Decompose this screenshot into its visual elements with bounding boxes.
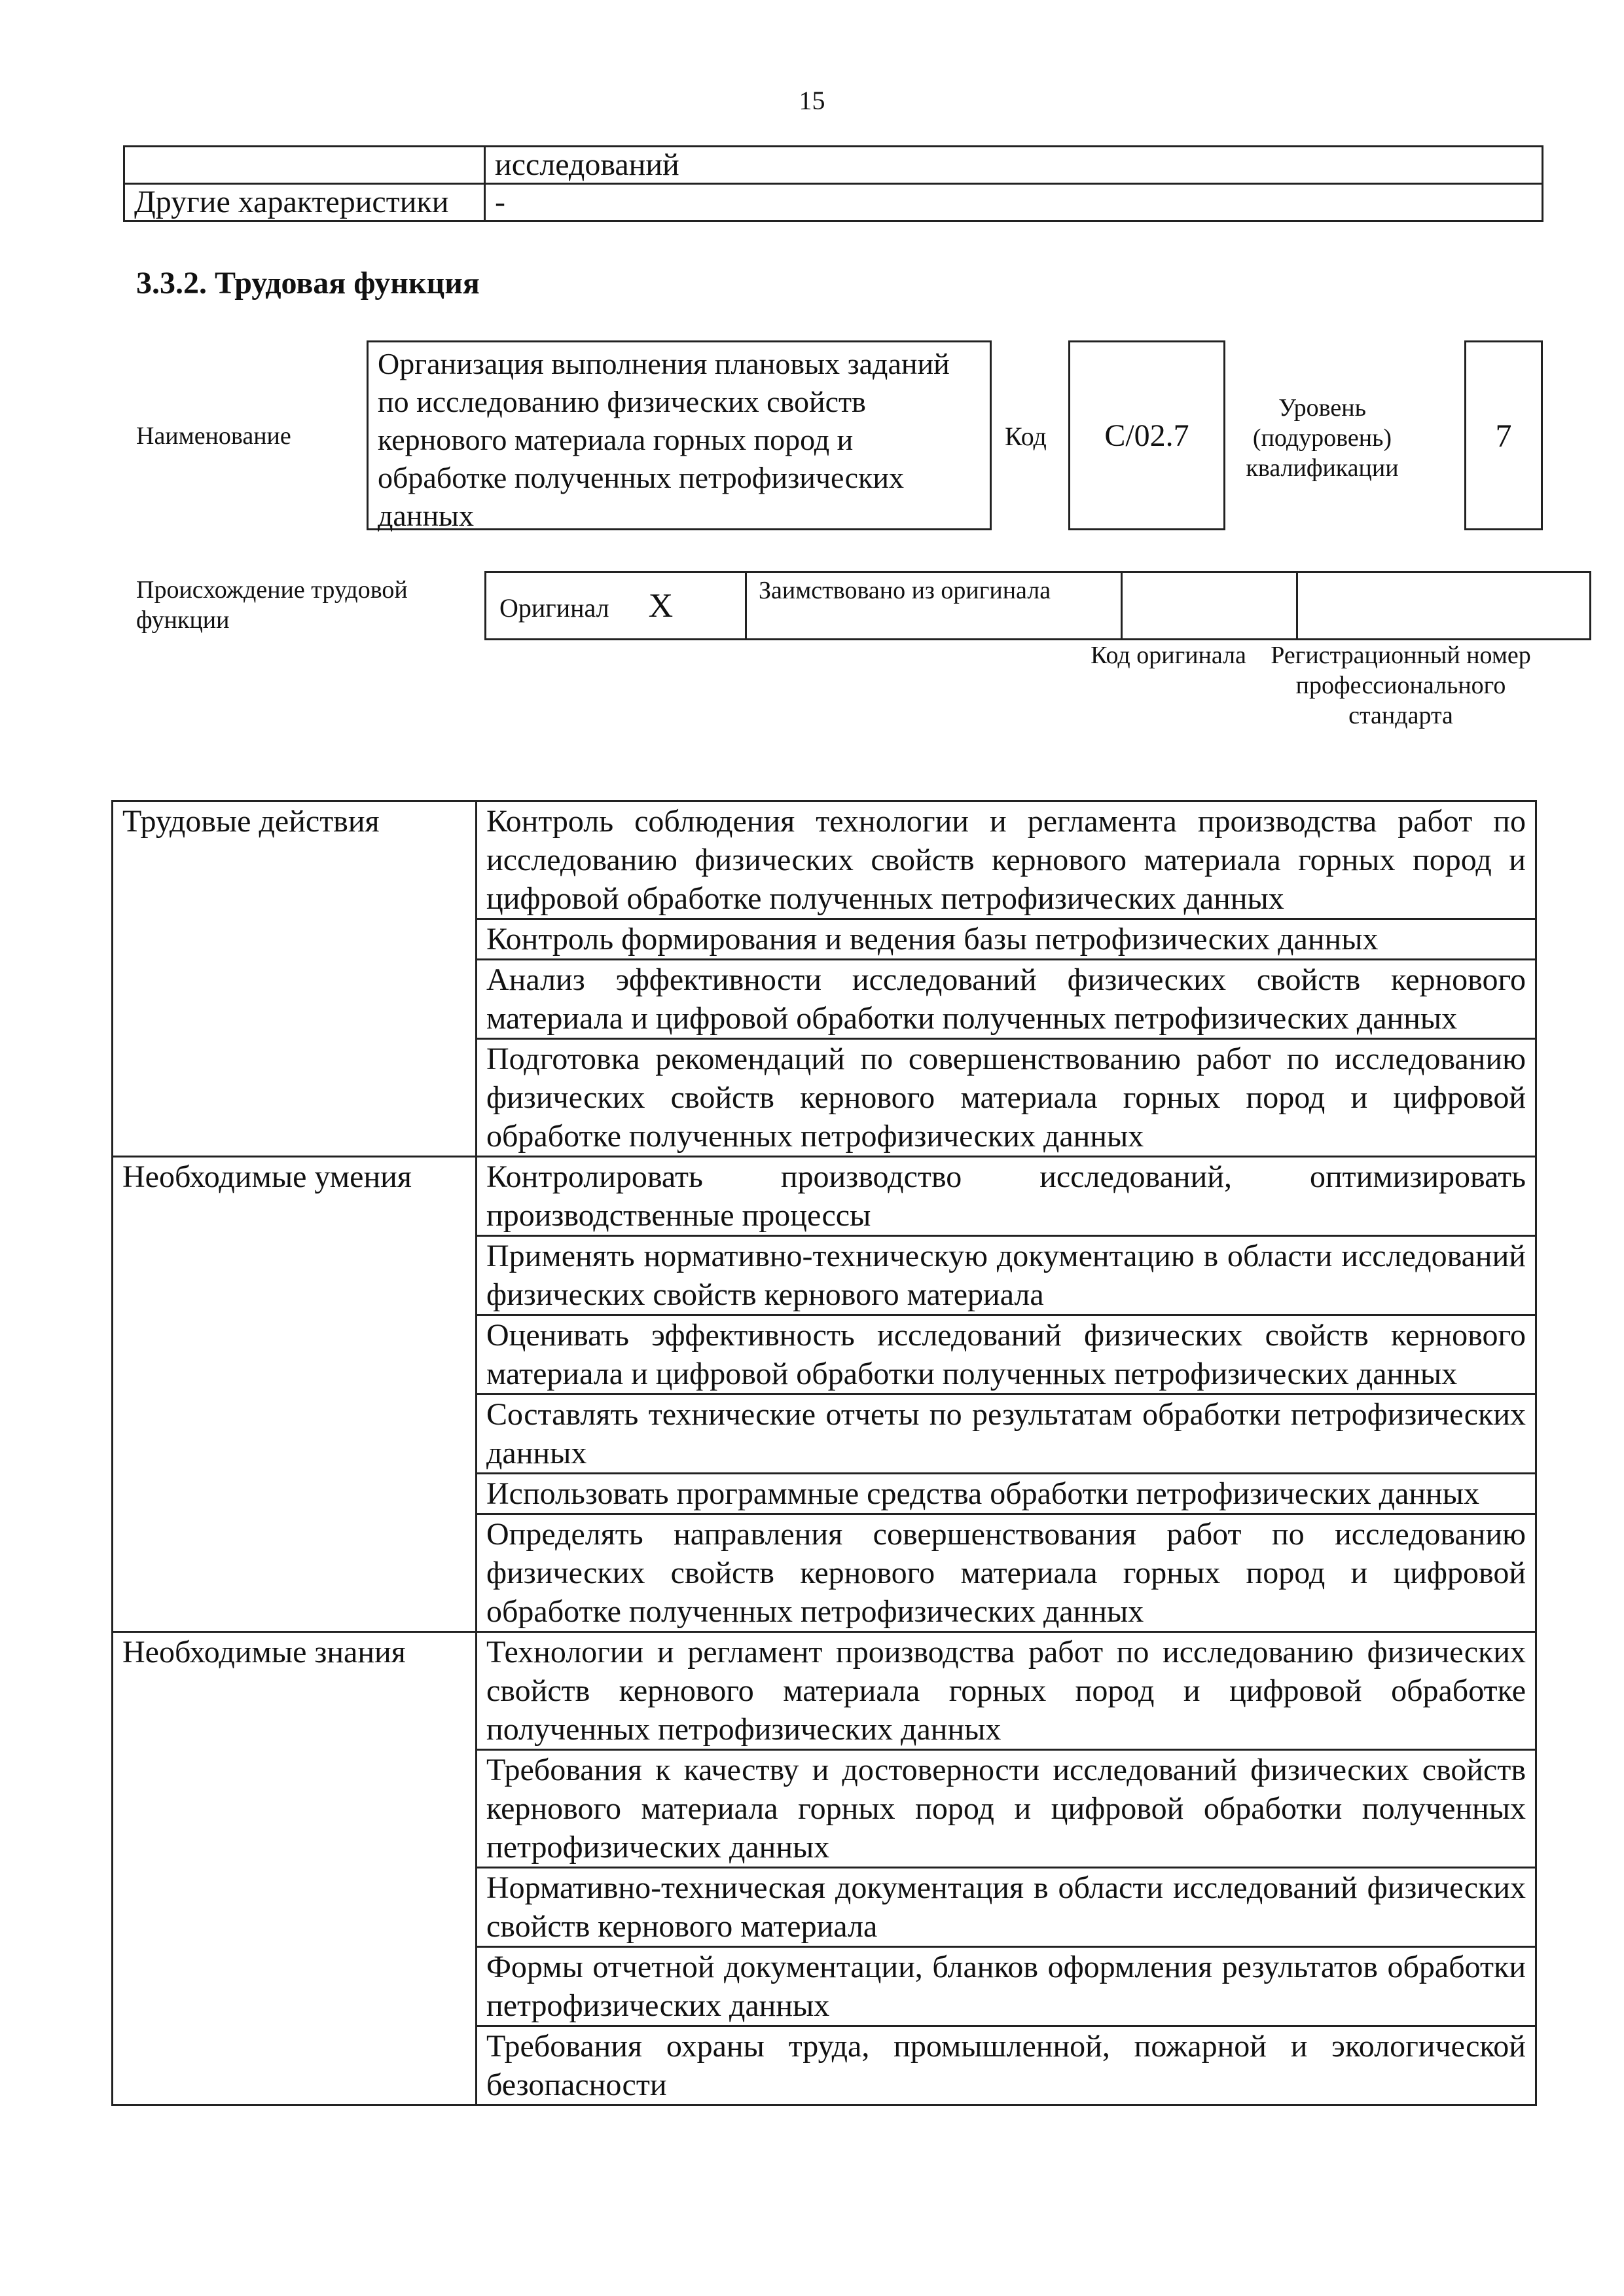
section-heading-cell: Трудовые действия — [113, 801, 477, 1157]
origin-reg-cell — [1297, 572, 1591, 640]
origin-table — [484, 571, 1591, 640]
top-table-empty-cell — [124, 147, 485, 184]
origin-borrowed-cell: Заимствовано из оригинала — [746, 572, 1122, 640]
labor-function-table-body — [113, 801, 1536, 2105]
section-title: 3.3.2. Трудовая функция — [136, 266, 480, 301]
table-row — [113, 801, 1536, 919]
origin-original-cell — [486, 572, 746, 640]
section-item-cell: Формы отчетной документации, бланков оформления результатов обработки петрофизических данных — [477, 1947, 1536, 2026]
section-heading-cell: Необходимые умения — [113, 1157, 477, 1632]
section-item-cell: Применять нормативно-техническую документацию в области исследований физических свойств кернового материала — [477, 1236, 1536, 1315]
section-item-cell: Требования к качеству и достоверности исследований физических свойств кернового материала горных пород и цифровой обработки полученных петрофизических данных — [477, 1750, 1536, 1868]
table-row — [113, 1632, 1536, 1750]
top-table-fragment — [123, 145, 1543, 222]
code-original-label: Код оригинала — [1091, 642, 1246, 669]
other-characteristics-label: Другие характеристики — [124, 184, 485, 221]
section-item-cell: Технологии и регламент производства работ по исследованию физических свойств кернового материала горных пород и цифровой обработке полученных петрофизических данных — [477, 1632, 1536, 1750]
section-item-cell: Контролировать производство исследований, оптимизировать производственные процессы — [477, 1157, 1536, 1236]
section-item-cell: Нормативно-техническая документация в области исследований физических свойств кернового материала — [477, 1868, 1536, 1947]
table-row — [113, 1157, 1536, 1236]
section-item-cell: Оценивать эффективность исследований физических свойств кернового материала и цифровой обработки полученных петрофизических данных — [477, 1315, 1536, 1394]
section-heading-cell: Необходимые знания — [113, 1632, 477, 2105]
qualification-level-label: Уровень (подуровень) квалификации — [1246, 394, 1399, 482]
reg-number-label: Регистрационный номер профессионального стандарта — [1271, 642, 1531, 729]
origin-original-label: Оригинал — [499, 592, 609, 623]
name-label: Наименование — [136, 422, 291, 450]
section-item-cell: Анализ эффективности исследований физических свойств кернового материала и цифровой обработки полученных петрофизических данных — [477, 960, 1536, 1039]
origin-label: Происхождение трудовой функции — [136, 576, 408, 634]
section-item-cell: Составлять технические отчеты по результатам обработки петрофизических данных — [477, 1394, 1536, 1474]
other-characteristics-value: - — [485, 184, 1543, 221]
section-item-cell: Контроль формирования и ведения базы петрофизических данных — [477, 919, 1536, 960]
function-name-box: Организация выполнения плановых заданий по исследованию физических свойств кернового материала горных пород и обработке полученных петрофизических данных — [367, 340, 992, 530]
origin-code-cell — [1122, 572, 1297, 640]
section-item-cell: Требования охраны труда, промышленной, пожарной и экологической безопасности — [477, 2026, 1536, 2105]
section-item-cell: Определять направления совершенствования работ по исследованию физических свойств кернового материала горных пород и цифровой обработке полученных петрофизических данных — [477, 1514, 1536, 1632]
section-item-cell: Подготовка рекомендаций по совершенствованию работ по исследованию физических свойств кернового материала горных пород и цифровой обработке полученных петрофизических данных — [477, 1039, 1536, 1157]
page-number: 15 — [799, 86, 825, 115]
code-label: Код — [1005, 422, 1047, 451]
top-table-row1-value: исследований — [485, 147, 1543, 184]
section-item-cell: Использовать программные средства обработки петрофизических данных — [477, 1474, 1536, 1514]
qualification-level-box: 7 — [1464, 340, 1543, 530]
code-value-box: C/02.7 — [1068, 340, 1225, 530]
origin-mark: X — [648, 587, 674, 625]
labor-function-table — [111, 800, 1537, 2106]
section-item-cell: Контроль соблюдения технологии и регламента производства работ по исследованию физических свойств кернового материала горных пород и цифровой обработке полученных петрофизических данных — [477, 801, 1536, 919]
